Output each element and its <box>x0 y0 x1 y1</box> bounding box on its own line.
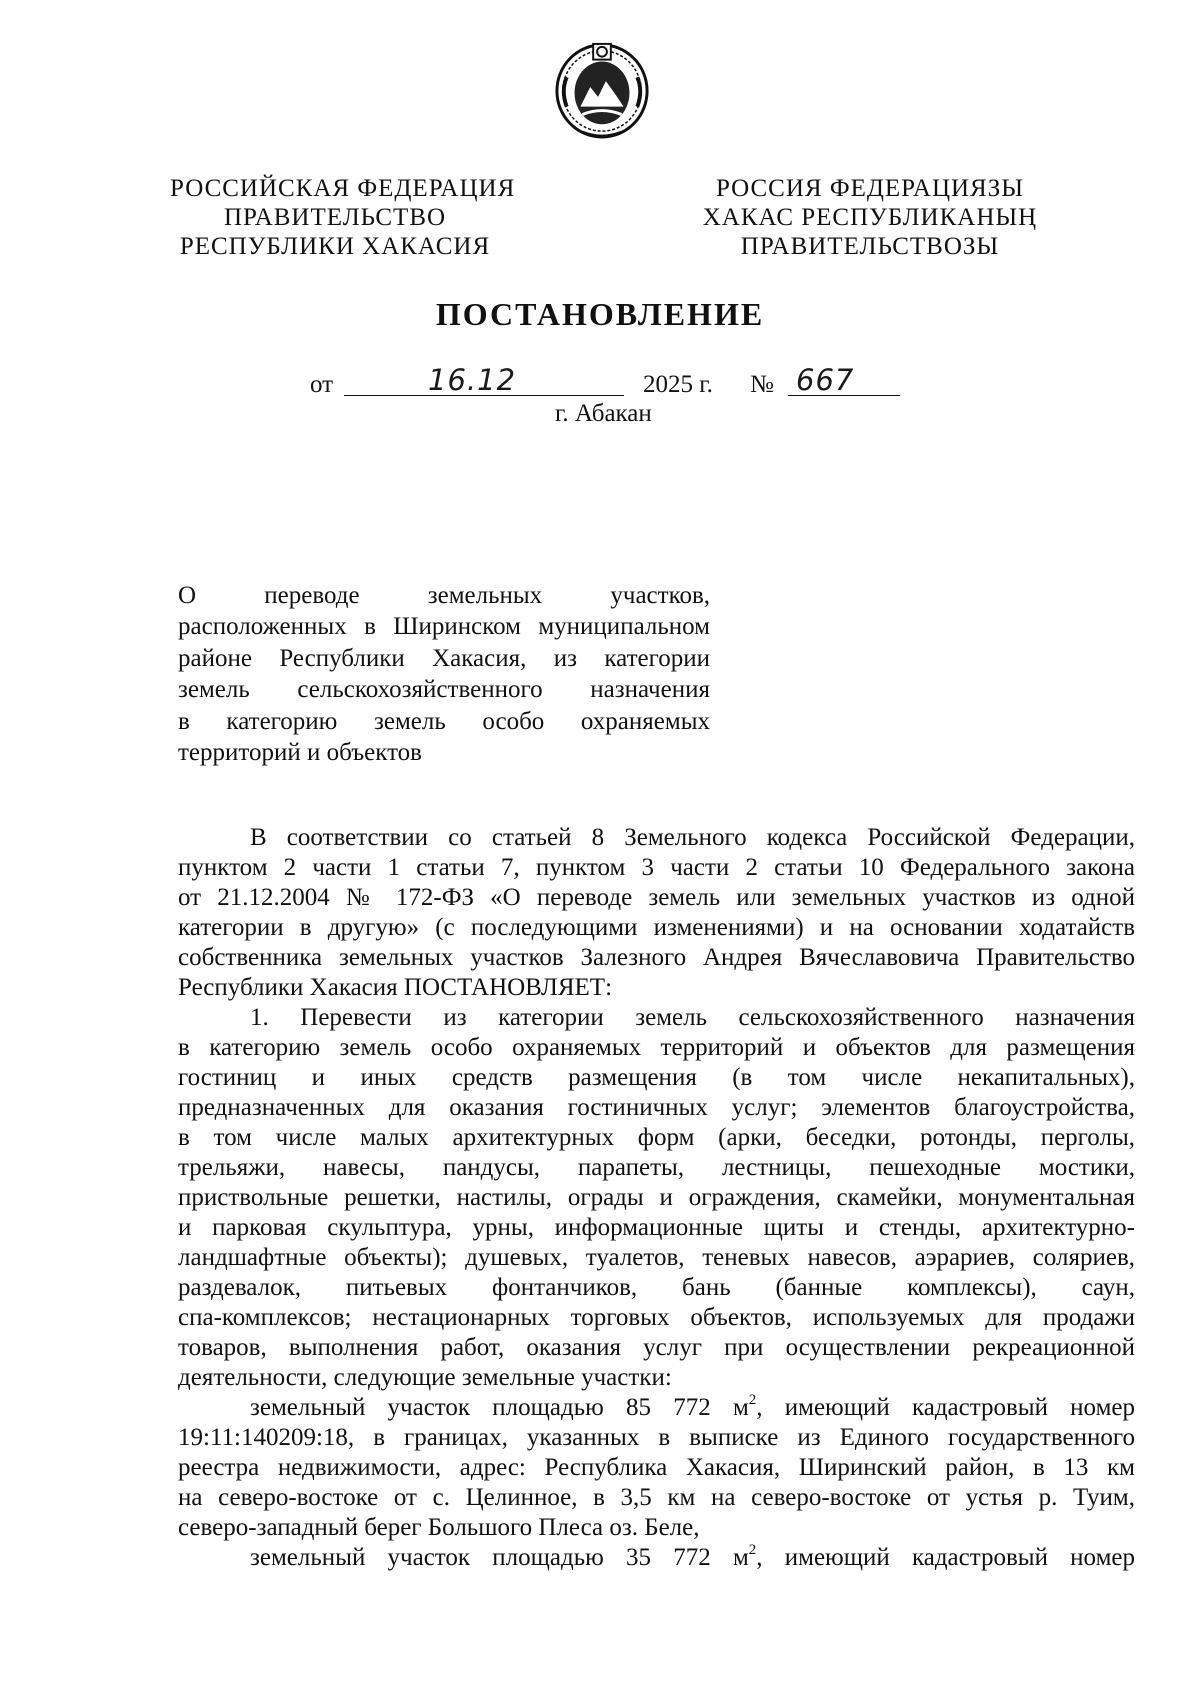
header-left-line: ПРАВИТЕЛЬСТВО <box>223 204 447 231</box>
body-line: Республики Хакасия ПОСТАНОВЛЯЕТ: <box>178 974 613 1001</box>
body-line: приствольные решетки, настилы, ограды и ограждения, скамейки, монументальная <box>178 1184 1135 1211</box>
subject-block <box>178 580 710 768</box>
body-line: северо-западный берег Большого Плеса оз. Беле, <box>178 1514 700 1541</box>
body-line: раздевалок, питьевых фонтанчиков, бань (банные комплексы), саун, <box>178 1274 1135 1301</box>
body-line: деятельности, следующие земельные участки: <box>178 1364 672 1391</box>
city: г. Абакан <box>555 400 652 427</box>
handwritten-date: 16.12 <box>428 363 517 397</box>
document-title: ПОСТАНОВЛЕНИЕ <box>435 296 765 332</box>
body-line: гостиниц и иных средств размещения (в том числе некапитальных), <box>178 1064 1135 1091</box>
body-line: в том числе малых архитектурных форм (арки, беседки, ротонды, перголы, <box>178 1124 1135 1151</box>
subject-line: территорий и объектов <box>178 738 422 766</box>
subject-line: расположенных в Ширинском муниципальном <box>178 613 710 641</box>
body-line: предназначенных для оказания гостиничных услуг; элементов благоустройства, <box>178 1094 1135 1121</box>
body-line: 1. Перевести из категории земель сельскохозяйственного назначения <box>250 1004 1135 1031</box>
number-label: № <box>750 371 774 398</box>
area-unit-superscript: 2 <box>748 1541 757 1558</box>
parcel2-first-line <box>178 1543 1135 1573</box>
header-left-line: РОССИЙСКАЯ ФЕДЕРАЦИЯ <box>170 175 516 202</box>
parcel2-text-cont: , имеющий кадастровый номер <box>756 1544 1135 1571</box>
date-prefix: от <box>310 371 334 398</box>
header-right-line: ХАКАС РЕСПУБЛИКАНЫҢ <box>702 204 1038 231</box>
parcel2-text: земельный участок площадью 35 772 м <box>250 1544 749 1571</box>
body-line: и парковая скульптура, урны, информационные щиты и стенды, архитектурно- <box>178 1214 1135 1241</box>
header-right-line: РОССИЯ ФЕДЕРАЦИЯЗЫ <box>715 175 1025 202</box>
coat-of-arms-emblem <box>553 38 651 140</box>
body-line: ландшафтные объекты); душевых, туалетов, теневых навесов, аэрариев, соляриев, <box>178 1244 1135 1271</box>
body-line: собственника земельных участков Залезного Андрея Вячеславовича Правительство <box>178 944 1135 971</box>
body-line: пунктом 2 части 1 статьи 7, пунктом 3 части 2 статьи 10 Федерального закона <box>178 854 1135 881</box>
parcel1-text-cont: , имеющий кадастровый номер <box>756 1394 1135 1421</box>
subject-line: районе Республики Хакасия, из категории <box>178 644 710 672</box>
body-line: реестра недвижимости, адрес: Республика Хакасия, Ширинский район, в 13 км <box>178 1454 1135 1481</box>
body-line: на северо-востоке от с. Целинное, в 3,5 км на северо-востоке от устья р. Туим, <box>178 1484 1135 1511</box>
subject-line: в категорию земель особо охраняемых <box>178 707 710 735</box>
parcel1-text: земельный участок площадью 85 772 м <box>250 1394 749 1421</box>
body-line: спа-комплексов; нестационарных торговых объектов, используемых для продажи <box>178 1304 1135 1331</box>
header-left-line: РЕСПУБЛИКИ ХАКАСИЯ <box>179 233 491 260</box>
body-text <box>178 823 1135 1573</box>
body-line: товаров, выполнения работ, оказания услуг при осуществлении рекреационной <box>178 1334 1135 1361</box>
parcel1-first-line <box>178 1393 1135 1423</box>
header-left-ru <box>170 174 516 261</box>
header-right-line: ПРАВИТЕЛЬСТВОЗЫ <box>740 233 1000 260</box>
area-unit-superscript: 2 <box>748 1391 757 1408</box>
body-line: В соответствии со статьей 8 Земельного кодекса Российской Федерации, <box>250 824 1135 851</box>
body-line: в категорию земель особо охраняемых территорий и объектов для размещения <box>178 1034 1135 1061</box>
header-right-kjh <box>700 174 1040 261</box>
date-year: 2025 г. <box>643 371 713 398</box>
body-line: 19:11:140209:18, в границах, указанных в выписке из Единого государственного <box>178 1424 1135 1451</box>
handwritten-number: 667 <box>796 363 855 397</box>
subject-line: земель сельскохозяйственного назначения <box>178 676 710 704</box>
body-line: трельяжи, навесы, пандусы, парапеты, лестницы, пешеходные мостики, <box>178 1154 1135 1181</box>
body-line: от 21.12.2004 № 172-ФЗ «О переводе земель или земельных участков из одной <box>178 884 1135 911</box>
body-line: категории в другую» (с последующими изменениями) и на основании ходатайств <box>178 914 1135 941</box>
subject-line: О переводе земельных участков, <box>178 582 710 609</box>
